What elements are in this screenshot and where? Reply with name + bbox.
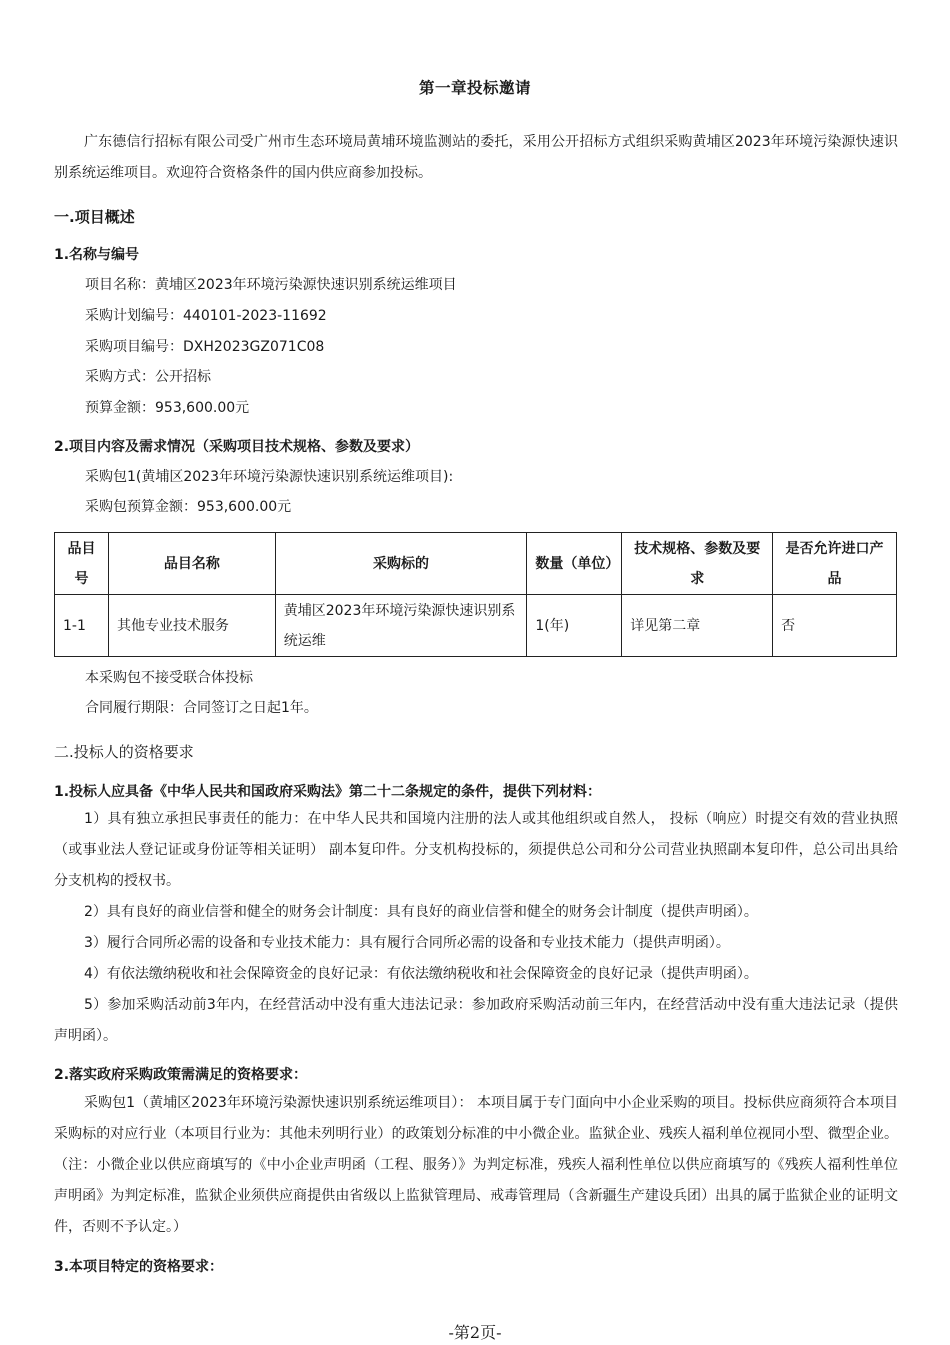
- cell-item-name: 其他专业技术服务: [108, 595, 275, 657]
- cell-subject: 黄埔区2023年环境污染源快速识别系统运维: [275, 595, 527, 657]
- cell-item-no: 1-1: [55, 595, 109, 657]
- policy-requirement-paragraph: 采购包1（黄埔区2023年环境污染源快速识别系统运维项目）： 本项目属于专门面向中小企业采购的项目。投标供应商须符合本项目采购标的对应行业（本项目行业为：其他未列明行业）的政策划分标准的中小微企业。监狱企业、残疾人福利单位视同小型、微型企业。（注：小微企业以供应商填写的《中小企业声明函（工程、服务）》为判定标准，残疾人福利性单位以供应商填写的《残疾人福利性单位声明函》为判定标准，监狱企业须供应商提供由省级以上监狱管理局、戒毒管理局（含新疆生产建设兵团）出具的属于监狱企业的证明文件，否则不予认定。）: [54, 1095, 898, 1235]
- chapter-title: 第一章投标邀请: [418, 79, 531, 97]
- section-1-heading: 一.项目概述: [54, 208, 135, 226]
- requirement-item-5: 5）参加采购活动前3年内，在经营活动中没有重大违法记录：参加政府采购活动前三年内，在经营活动中没有重大违法记录（提供声明函）。: [54, 997, 898, 1044]
- intro-paragraph: 广东德信行招标有限公司受广州市生态环境局黄埔环境监测站的委托，采用公开招标方式组织采购黄埔区2023年环境污染源快速识别系统运维项目。欢迎符合资格条件的国内供应商参加投标。: [54, 134, 898, 181]
- page-number: -第2页-: [448, 1323, 502, 1342]
- budget-amount: 预算金额：953,600.00元: [85, 400, 250, 416]
- cell-quantity: 1(年): [527, 595, 622, 657]
- subsection-1-2-heading: 2.项目内容及需求情况（采购项目技术规格、参数及要求）: [54, 439, 420, 455]
- no-consortium-note: 本采购包不接受联合体投标: [85, 670, 253, 686]
- items-table: [54, 532, 897, 657]
- cell-spec: 详见第二章: [622, 595, 773, 657]
- subsection-2-2-heading: 2.落实政府采购政策需满足的资格要求：: [54, 1067, 308, 1083]
- requirement-item-1: 1）具有独立承担民事责任的能力：在中华人民共和国境内注册的法人或其他组织或自然人， 投标（响应）时提交有效的营业执照（或事业法人登记证或身份证等相关证明） 副本复印件。分支机构投标的，须提供总公司和分公司营业执照副本复印件，总公司出具给分支机构的授权书。: [54, 811, 898, 889]
- header-quantity: 数量（单位）: [527, 533, 622, 595]
- project-name: 项目名称：黄埔区2023年环境污染源快速识别系统运维项目: [85, 277, 457, 293]
- table-header-row: [55, 533, 897, 595]
- table-row: [55, 595, 897, 657]
- header-item-name: 品目名称: [108, 533, 275, 595]
- package-1-title: 采购包1(黄埔区2023年环境污染源快速识别系统运维项目):: [85, 469, 454, 485]
- header-item-no: 品目号: [55, 533, 109, 595]
- header-spec: 技术规格、参数及要求: [622, 533, 773, 595]
- requirement-item-4: 4）有依法缴纳税收和社会保障资金的良好记录：有依法缴纳税收和社会保障资金的良好记录（提供声明函）。: [84, 966, 758, 982]
- subsection-2-1-heading: 1.投标人应具备《中华人民共和国政府采购法》第二十二条规定的条件，提供下列材料：: [54, 784, 602, 800]
- section-2-heading: 二.投标人的资格要求: [54, 743, 194, 761]
- header-subject: 采购标的: [275, 533, 527, 595]
- plan-number: 采购计划编号：440101-2023-11692: [85, 308, 327, 324]
- cell-import-allowed: 否: [773, 595, 897, 657]
- contract-period: 合同履行期限：合同签订之日起1年。: [85, 700, 318, 716]
- requirement-item-2: 2）具有良好的商业信誉和健全的财务会计制度：具有良好的商业信誉和健全的财务会计制度（提供声明函）。: [84, 904, 758, 920]
- subsection-1-1-heading: 1.名称与编号: [54, 247, 140, 263]
- requirement-item-3: 3）履行合同所必需的设备和专业技术能力：具有履行合同所必需的设备和专业技术能力（提供声明函）。: [84, 935, 730, 951]
- header-import-allowed: 是否允许进口产品: [773, 533, 897, 595]
- project-number: 采购项目编号：DXH2023GZ071C08: [85, 339, 325, 355]
- procurement-method: 采购方式：公开招标: [85, 369, 211, 385]
- subsection-2-3-heading: 3.本项目特定的资格要求：: [54, 1259, 224, 1275]
- package-budget: 采购包预算金额：953,600.00元: [85, 499, 292, 515]
